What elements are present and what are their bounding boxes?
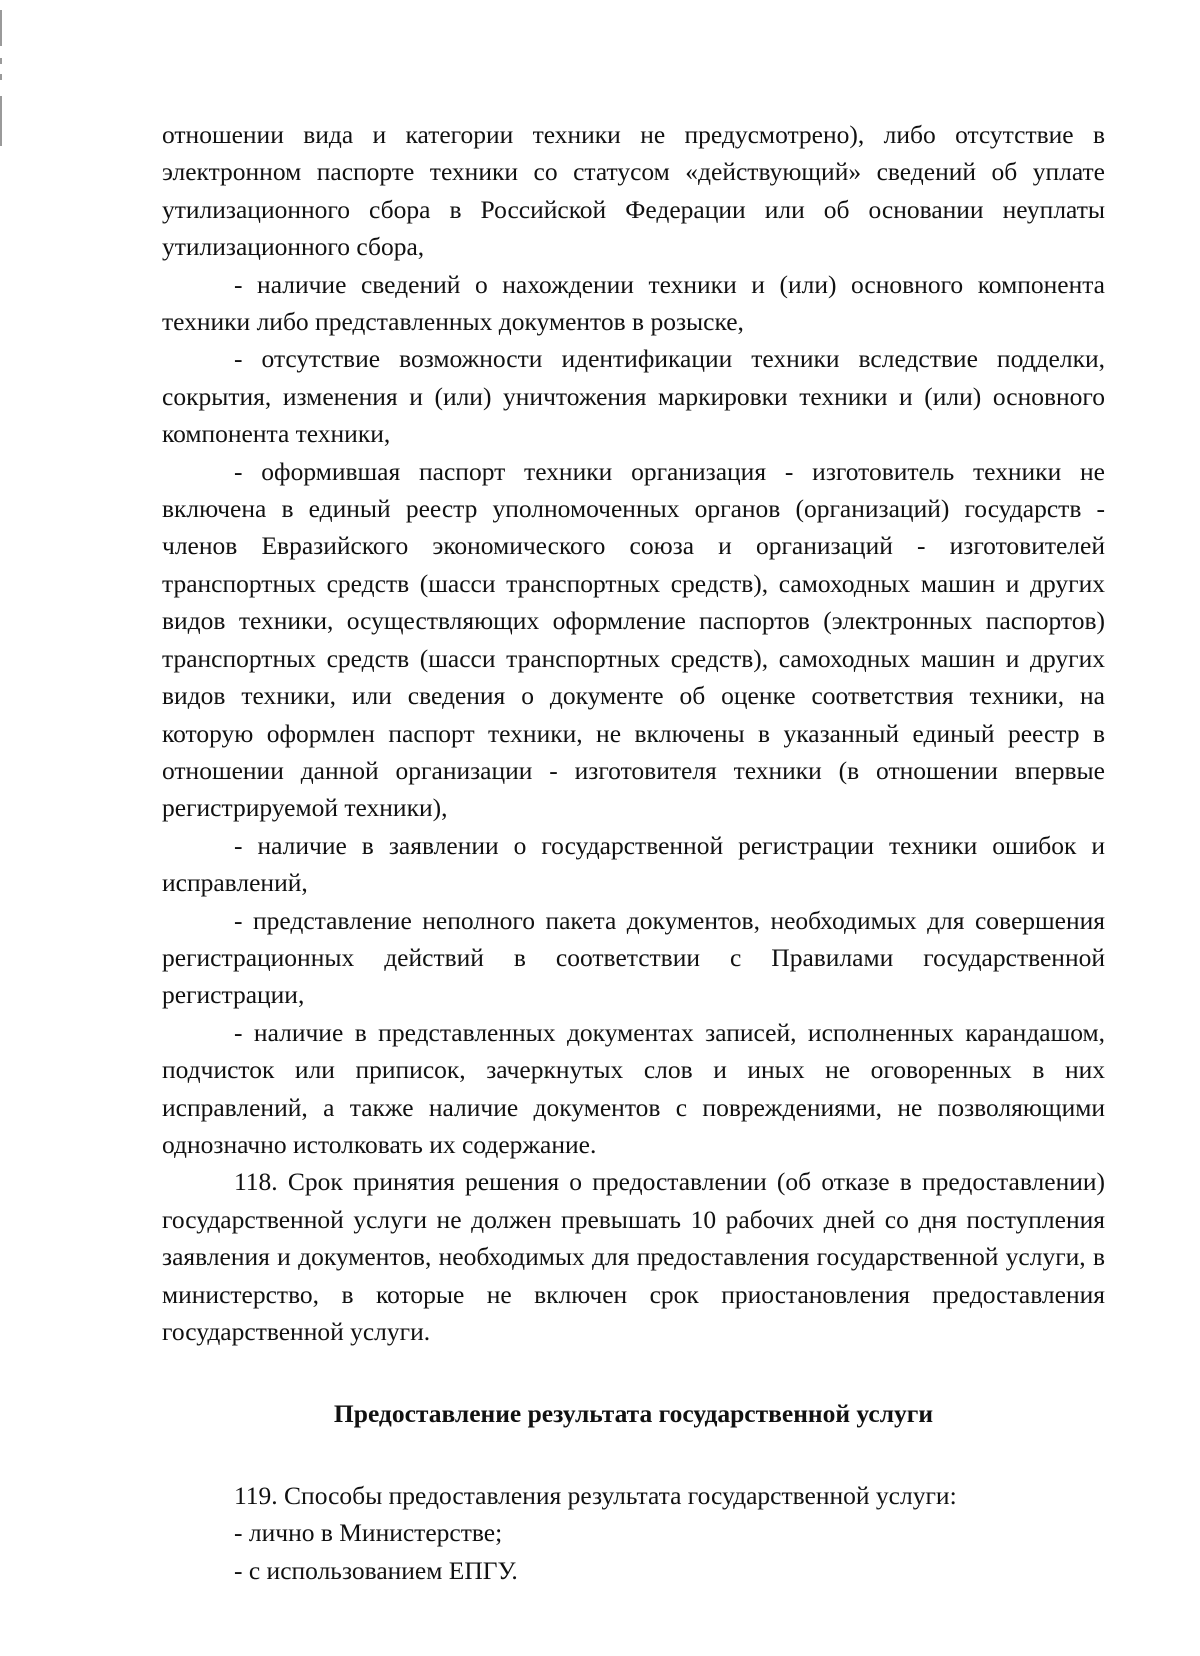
- paragraph-119-intro: 119. Способы предоставления результата государственной услуги:: [234, 1480, 957, 1510]
- list-item-pencil-records: - наличие в представленных документах записей, исполненных карандашом, подчисток или приписок, зачеркнутых слов и иных не оговоренных в них исправлений, а также наличие документов с повреждениями, не позволяющими однозначно истолковать их содержание.: [162, 1017, 1105, 1159]
- list-item: - лично в Министерстве;: [234, 1518, 503, 1548]
- scan-edge-mark: [0, 10, 2, 46]
- list-item: - с использованием ЕПГУ.: [234, 1555, 518, 1585]
- section-119: [162, 1477, 1105, 1589]
- paragraph-continuation: отношении вида и категории техники не предусмотрено), либо отсутствие в электронном паспорте техники со статусом «действующий» сведений об уплате утилизационного сбора в Российской Федерации или об основании неуплаты утилизационного сбора,: [162, 120, 1105, 262]
- scan-edge-mark: [0, 96, 2, 146]
- list-item-incomplete: - представление неполного пакета документов, необходимых для совершения регистрационных действий в соответствии с Правилами государственной регистрации,: [162, 905, 1105, 1010]
- scan-edge-mark: [0, 58, 2, 64]
- paragraph-118: 118. Срок принятия решения о предоставлении (об отказе в предоставлении) государственной услуги не должен превышать 10 рабочих дней со дня поступления заявления и документов, необходимых для предоставления государственной услуги, в министерство, в которые не включен срок приостановления предоставления государственной услуги.: [162, 1167, 1105, 1346]
- section-heading: Предоставление результата государственной услуги: [333, 1399, 934, 1429]
- list-item-wanted: - наличие сведений о нахождении техники и (или) основного компонента техники либо представленных документов в розыске,: [162, 269, 1105, 337]
- list-item-identification: - отсутствие возможности идентификации техники вследствие подделки, сокрытия, изменения и (или) уничтожения маркировки техники и (или) основного компонента техники,: [162, 344, 1105, 449]
- list-item-errors: - наличие в заявлении о государственной регистрации техники ошибок и исправлений,: [162, 830, 1105, 898]
- list-item-registry: - оформившая паспорт техники организация - изготовитель техники не включена в единый реестр уполномоченных органов (организаций) государств - членов Евразийского экономического союза и организаций - изготовителей транспортных средств (шасси транспортных средств), самоходных машин и других видов техники, осуществляющих оформление паспортов (электронных паспортов) транспортных средств (шасси транспортных средств), самоходных машин и других видов техники, или сведения о документе об оценке соответствия техники, на которую оформлен паспорт техники, не включены в указанный единый реестр в отношении данной организации - изготовителя техники (в отношении впервые регистрируемой техники),: [162, 456, 1105, 823]
- scan-edge-mark: [0, 74, 2, 80]
- document-page: [162, 116, 1105, 1589]
